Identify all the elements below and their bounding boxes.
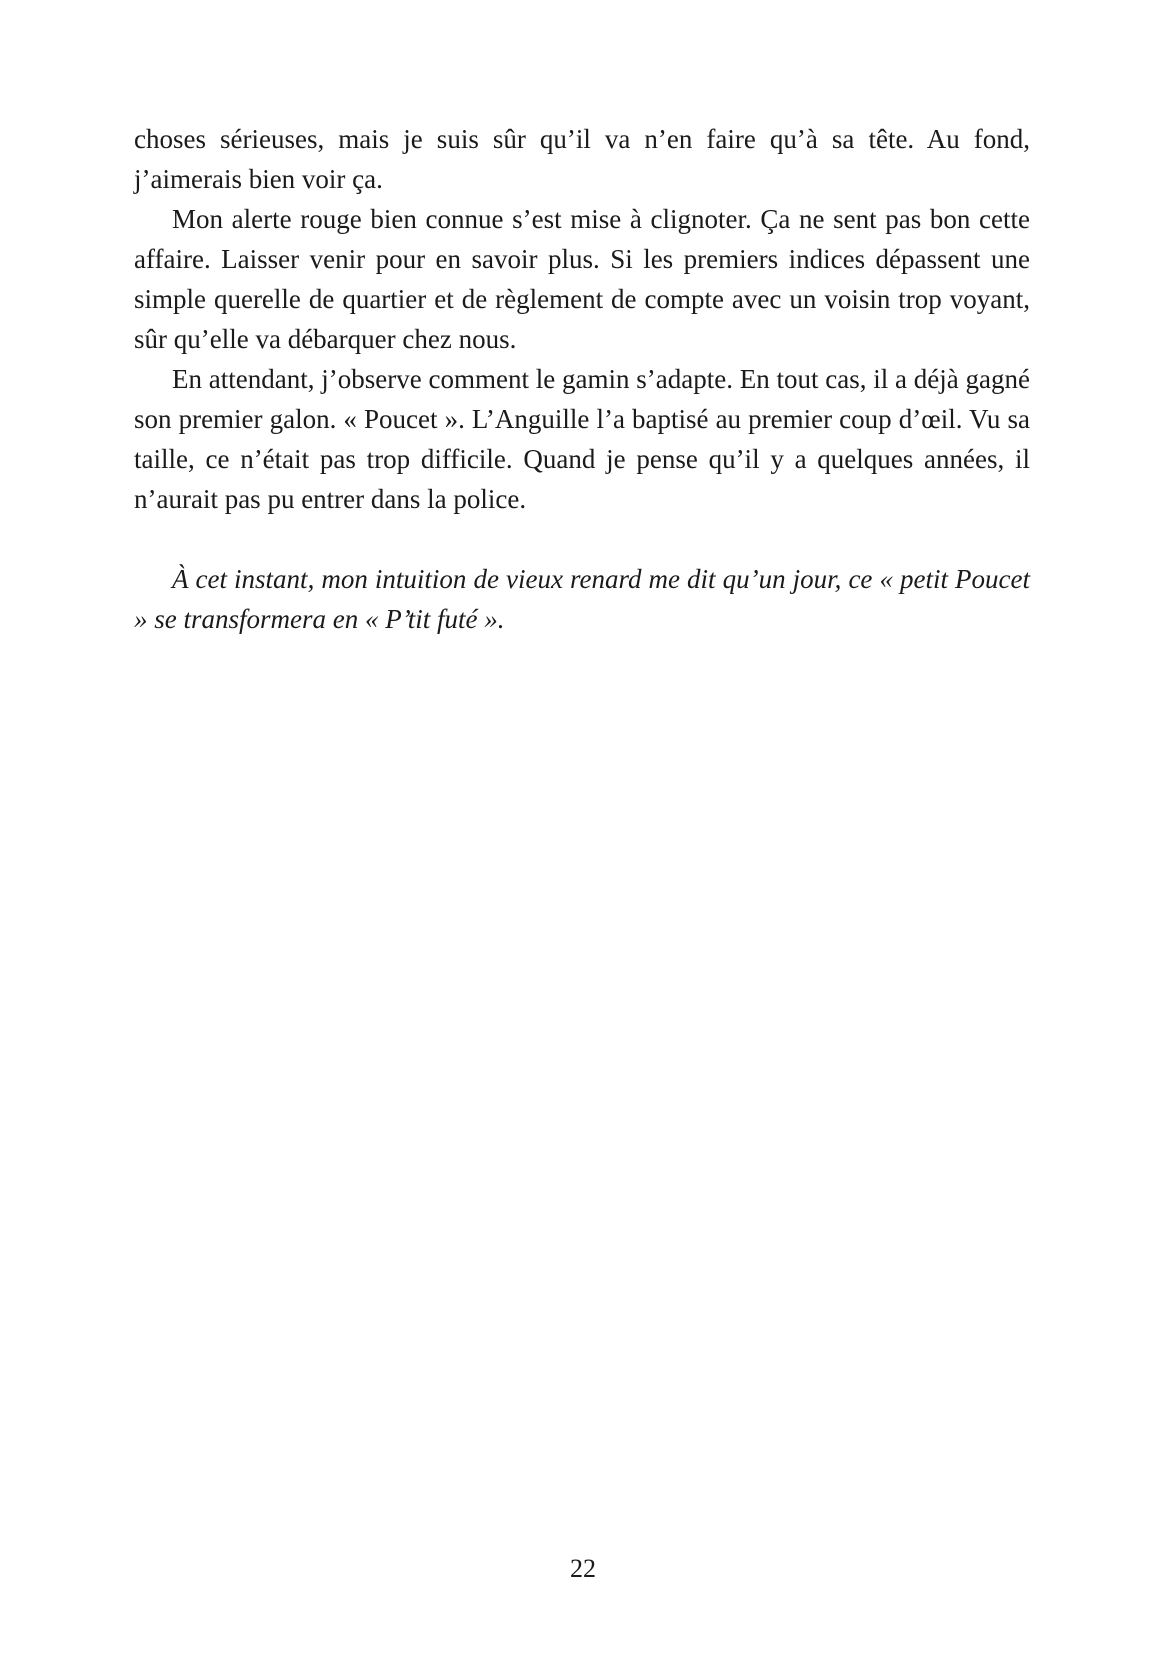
body-text (134, 119, 1030, 639)
paragraph-italic-closing: À cet instant, mon intuition de vieux renard me dit qu’un jour, ce « petit Poucet » se transformera en « P’tit futé ». (134, 564, 1030, 634)
paragraph-attendant: En attendant, j’observe comment le gamin s’adapte. En tout cas, il a déjà gagné son premier galon. « Poucet ». L’Anguille l’a baptisé au premier coup d’œil. Vu sa taille, ce n’était pas trop difficile. Quand je pense qu’il y a quelques années, il n’aurait pas pu entrer dans la police. (134, 364, 1030, 514)
page-number: 22 (570, 1554, 596, 1583)
paragraph-continuation: choses sérieuses, mais je suis sûr qu’il va n’en faire qu’à sa tête. Au fond, j’aimerais bien voir ça. (134, 124, 1030, 194)
paragraph-alerte: Mon alerte rouge bien connue s’est mise à clignoter. Ça ne sent pas bon cette affaire. Laisser venir pour en savoir plus. Si les premiers indices dépassent une simple querelle de quartier et de règlement de compte avec un voisin trop voyant, sûr qu’elle va débarquer chez nous. (134, 204, 1030, 354)
